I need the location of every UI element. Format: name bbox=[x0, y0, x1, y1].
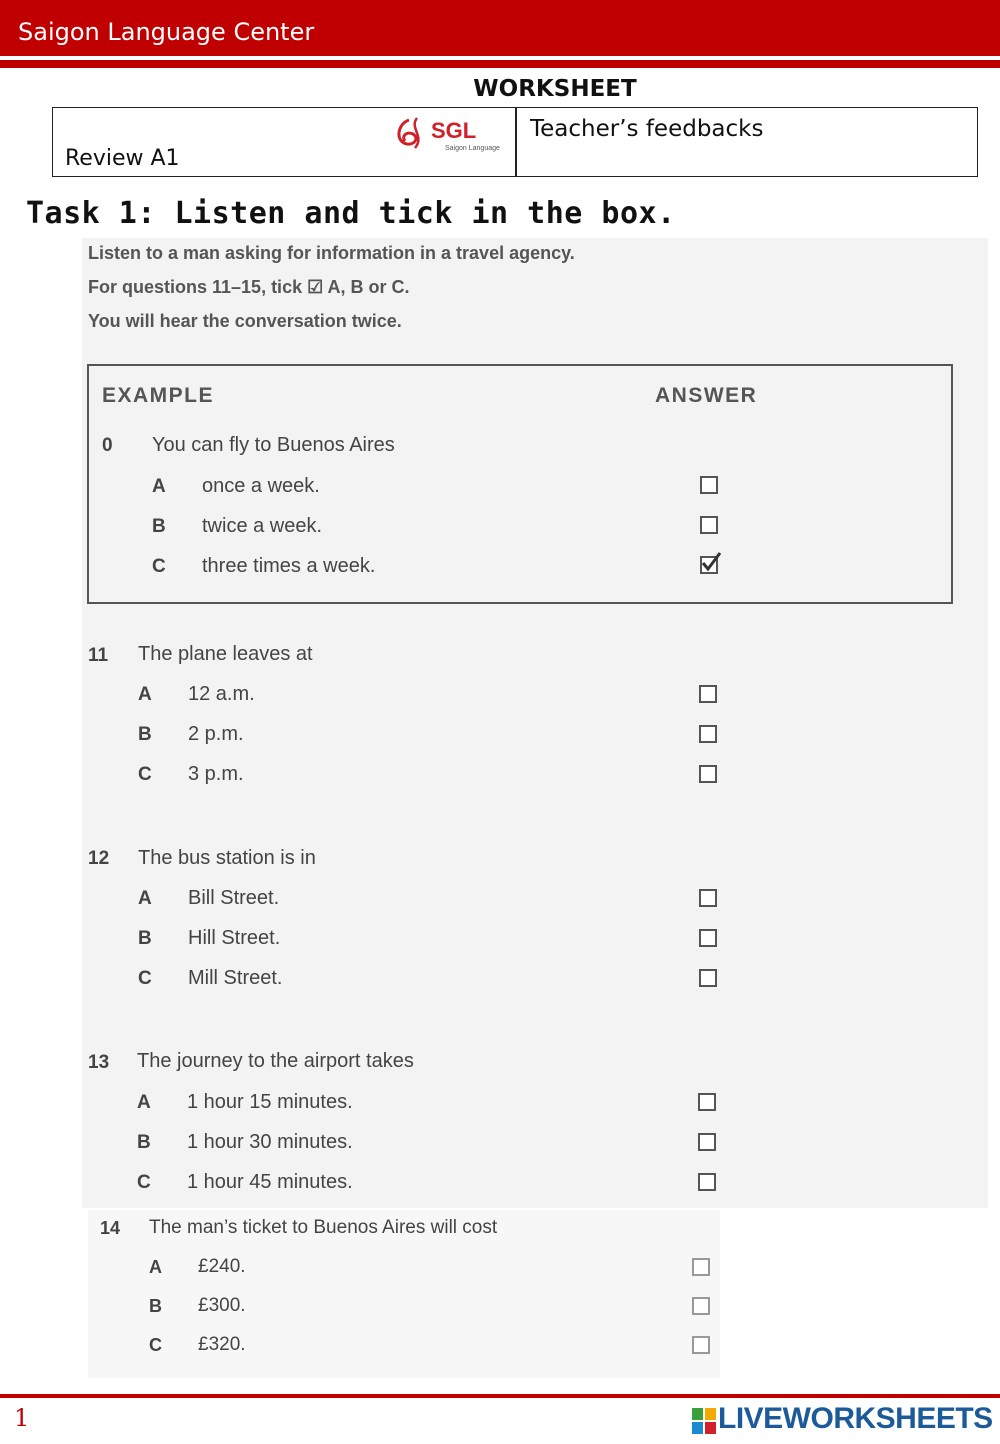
example-letter-a: A bbox=[152, 476, 166, 497]
checkmark-icon bbox=[700, 552, 722, 574]
table-divider bbox=[515, 108, 517, 176]
task-title: Task 1: Listen and tick in the box. bbox=[26, 196, 676, 231]
example-checkbox-c[interactable] bbox=[700, 556, 718, 574]
example-checkbox-b[interactable] bbox=[700, 516, 718, 534]
option-text: 1 hour 15 minutes. bbox=[187, 1091, 353, 1113]
option-text: £300. bbox=[198, 1295, 246, 1316]
question-text: The bus station is in bbox=[138, 847, 316, 869]
option-text: 1 hour 45 minutes. bbox=[187, 1171, 353, 1193]
feedback-label: Teacher’s feedbacks bbox=[530, 116, 764, 142]
option-text: £320. bbox=[198, 1334, 246, 1355]
option-letter: B bbox=[137, 1132, 151, 1153]
option-letter: C bbox=[149, 1335, 162, 1355]
header-bar bbox=[0, 0, 1000, 56]
option-letter: A bbox=[137, 1092, 151, 1113]
example-letter-b: B bbox=[152, 516, 166, 537]
liveworksheets-brand[interactable]: LIVEWORKSHEETS bbox=[718, 1402, 993, 1435]
review-label: Review A1 bbox=[65, 146, 180, 171]
option-text: 12 a.m. bbox=[188, 683, 255, 705]
option-letter: A bbox=[138, 684, 152, 705]
option-letter: B bbox=[138, 724, 152, 745]
question-text: The journey to the airport takes bbox=[137, 1050, 414, 1072]
question-number: 13 bbox=[88, 1052, 110, 1073]
footer-rule bbox=[0, 1394, 1000, 1398]
instruction-3: You will hear the conversation twice. bbox=[88, 311, 402, 331]
q13-checkbox-b[interactable] bbox=[698, 1133, 716, 1151]
instruction-2: For questions 11–15, tick ☑ A, B or C. bbox=[88, 277, 410, 297]
option-text: 2 p.m. bbox=[188, 723, 244, 745]
q11-checkbox-b[interactable] bbox=[699, 725, 717, 743]
question-text: The man’s ticket to Buenos Aires will cost bbox=[149, 1217, 498, 1238]
example-letter-c: C bbox=[152, 556, 166, 577]
option-letter: C bbox=[138, 764, 152, 785]
option-text: £240. bbox=[198, 1256, 246, 1277]
example-option-a: once a week. bbox=[202, 475, 320, 497]
q13-checkbox-a[interactable] bbox=[698, 1093, 716, 1111]
option-text: 3 p.m. bbox=[188, 763, 244, 785]
question-number: 11 bbox=[88, 645, 109, 666]
option-letter: A bbox=[138, 888, 152, 909]
q11-checkbox-c[interactable] bbox=[699, 765, 717, 783]
question-number: 14 bbox=[100, 1218, 121, 1238]
example-question: You can fly to Buenos Aires bbox=[152, 434, 395, 456]
q14-checkbox-c[interactable] bbox=[692, 1336, 710, 1354]
option-text: Bill Street. bbox=[188, 887, 280, 909]
page-number: 1 bbox=[14, 1404, 30, 1432]
center-name: Saigon Language Center bbox=[18, 18, 315, 46]
option-letter: B bbox=[149, 1296, 162, 1316]
example-label: EXAMPLE bbox=[102, 384, 215, 407]
question-text: The plane leaves at bbox=[138, 643, 313, 665]
logo-subtext: Saigon Language bbox=[445, 145, 500, 152]
q12-checkbox-a[interactable] bbox=[699, 889, 717, 907]
option-letter: B bbox=[138, 928, 152, 949]
example-number: 0 bbox=[102, 435, 113, 456]
q14-checkbox-b[interactable] bbox=[692, 1297, 710, 1315]
q12-checkbox-b[interactable] bbox=[699, 929, 717, 947]
q13-checkbox-c[interactable] bbox=[698, 1173, 716, 1191]
option-letter: A bbox=[149, 1257, 162, 1277]
worksheet-title: WORKSHEET bbox=[473, 76, 637, 102]
option-text: Mill Street. bbox=[188, 967, 283, 989]
header-table bbox=[52, 107, 978, 177]
answer-label: ANSWER bbox=[655, 384, 758, 407]
option-letter: C bbox=[138, 968, 152, 989]
question-number: 12 bbox=[88, 848, 110, 869]
q12-checkbox-c[interactable] bbox=[699, 969, 717, 987]
option-text: 1 hour 30 minutes. bbox=[187, 1131, 353, 1153]
example-option-c: three times a week. bbox=[202, 555, 376, 577]
header-rule bbox=[0, 60, 1000, 68]
example-option-b: twice a week. bbox=[202, 515, 323, 537]
q14-checkbox-a[interactable] bbox=[692, 1258, 710, 1276]
liveworksheets-icon bbox=[692, 1406, 716, 1438]
logo-text: SGL bbox=[431, 118, 477, 143]
sgl-logo bbox=[395, 114, 511, 154]
example-checkbox-a[interactable] bbox=[700, 476, 718, 494]
option-text: Hill Street. bbox=[188, 927, 281, 949]
q11-checkbox-a[interactable] bbox=[699, 685, 717, 703]
instruction-1: Listen to a man asking for information in a travel agency. bbox=[88, 243, 575, 263]
option-letter: C bbox=[137, 1172, 151, 1193]
